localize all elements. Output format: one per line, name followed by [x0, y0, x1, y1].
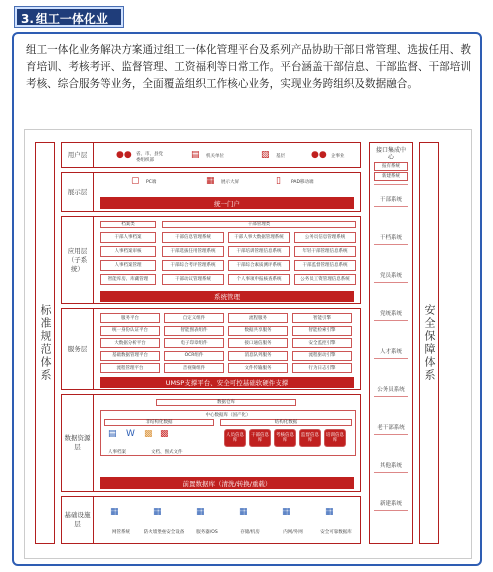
system-item: 党员系统 [374, 271, 408, 283]
infra-icon: ▦ [153, 507, 162, 517]
existing-systems-box: 报有系统 [374, 162, 408, 171]
app-cell: 公务员信息管理系统 [294, 232, 356, 243]
building-icon: ▤ [191, 150, 200, 160]
security-column [419, 142, 439, 544]
service-cell: OCR组件 [164, 351, 224, 361]
file-label-archive: 人事档案 [108, 450, 126, 455]
architecture-diagram [24, 129, 472, 559]
service-layer [61, 308, 361, 390]
people-icon: ●● [116, 150, 132, 160]
service-cell: 消息队列服务 [228, 351, 288, 361]
infra-icon: ▦ [325, 507, 334, 517]
database-icon: 考核信息库 [274, 429, 296, 447]
service-cell: 数据共享服务 [228, 326, 288, 336]
user-layer [61, 142, 361, 168]
system-item: 干档系统 [374, 233, 408, 245]
system-management-bar: 系统管理 [100, 291, 354, 302]
service-layer-label: 服务层 [62, 309, 94, 389]
user-layer-label: 用户层 [62, 143, 94, 167]
infra-icon: ▦ [110, 507, 119, 517]
user-item-2: 机关单位 [206, 154, 224, 159]
system-item: 新建系统 [374, 499, 408, 511]
system-item: 人才系统 [374, 347, 408, 359]
app-cell: 干部动议管理系统 [162, 274, 224, 285]
desk-icon: ▧ [261, 150, 270, 160]
center-database-label: 中心数据库（国产化） [205, 413, 251, 418]
database-icon: 人员信息库 [224, 429, 246, 447]
infra-item-label: 内网/外网 [283, 530, 303, 535]
pdf-icon: ▩ [144, 429, 153, 439]
app-cell: 干部培训管理信息系统 [228, 246, 290, 257]
app-cell: 个人事项申报核查系统 [228, 274, 290, 285]
service-cell: 服务平台 [100, 313, 160, 323]
database-icon: 监督信息库 [299, 429, 321, 447]
service-cell: 行为日志引擎 [292, 363, 352, 373]
security-label: 安全保障体系 [423, 304, 436, 382]
infra-item-label: 防火墙堡垒安全设备 [143, 530, 185, 535]
app-cell: 公务员工资管理信息系统 [294, 274, 356, 285]
service-cell: 基础数据管理平台 [100, 351, 160, 361]
display-item-pc: PC端 [146, 180, 157, 185]
service-cell: 统一身份认证平台 [100, 326, 160, 336]
user-item-4: 企事业 [331, 154, 345, 159]
app-cell: 人事档案审核 [100, 246, 156, 257]
infra-item-label: 网管系统 [112, 530, 130, 535]
infra-item-label: 存储/机房 [240, 530, 260, 535]
unified-portal-bar: 统一门户 [100, 197, 354, 209]
user-item-1: 省、市、县党委组织部 [136, 152, 163, 163]
display-item-pad: PAD移动端 [291, 180, 314, 185]
content-frame [12, 32, 482, 566]
umsp-support-bar: UMSP支撑平台、安全可控基础软硬件支撑 [100, 377, 354, 388]
infra-layer-label: 基础设施层 [62, 497, 94, 543]
app-cell: 年轻干部管理信息系统 [294, 246, 356, 257]
app-top-right: 干部管理类 [162, 221, 356, 228]
system-item: 老干部系统 [374, 423, 408, 435]
service-cell: 文件传输服务 [228, 363, 288, 373]
screen-icon: ▦ [206, 176, 215, 186]
infra-icon: ▦ [282, 507, 291, 517]
service-cell: 自定义组件 [164, 313, 224, 323]
unstructured-data: 非结构化数据 [104, 419, 214, 426]
service-cell: 流程管理平台 [100, 363, 160, 373]
app-cell: 干部人事大数据管理系统 [228, 232, 290, 243]
infra-icon: ▦ [239, 507, 248, 517]
service-cell: 流程服务 [228, 313, 288, 323]
folder-icon: ▤ [108, 429, 117, 439]
intro-paragraph: 组工一体化业务解决方案通过组工一体化管理平台及系列产品协助干部日常管理、选拔任用、教育培训、考核考评、监督管理、工资福利等日常工作。平台涵盖干部信息、干部监督、干部培训考核、综合服务等业务，全面覆盖组织工作核心业务，实现业务跨组织及数据融合。 [26, 44, 471, 90]
systems-column [369, 142, 413, 544]
display-layer [61, 172, 361, 212]
service-cell: 安全监控引擎 [292, 338, 352, 348]
section-title: 组工一体化业 [35, 12, 108, 26]
service-cell: 电子印章组件 [164, 338, 224, 348]
system-item: 党统系统 [374, 309, 408, 321]
system-item: 公务员系统 [374, 385, 408, 397]
tablet-icon: ▯ [276, 176, 281, 186]
app-cell: 人事档案管理 [100, 260, 156, 271]
interface-center-label: 接口集成中心 [375, 147, 406, 161]
service-cell: 智能图表组件 [164, 326, 224, 336]
service-cell: 流程驱动引擎 [292, 351, 352, 361]
interface-center [374, 145, 408, 185]
structured-data: 结构化数据 [220, 419, 352, 426]
data-layer-label: 数据资源层 [62, 395, 94, 491]
front-database-bar: 前置数据库（清洗/转换/重载） [100, 477, 354, 489]
infra-item-label: 安全可靠数据库 [320, 530, 352, 535]
infra-item-label: 服务器/OS [196, 530, 218, 535]
section-number: 3. [21, 12, 34, 26]
pc-icon: ▢ [131, 176, 140, 186]
ppt-icon: ▩ [160, 429, 169, 439]
standards-column [35, 142, 55, 544]
service-cell: 音视频组件 [164, 363, 224, 373]
standards-label: 标准规范体系 [39, 304, 52, 382]
display-layer-label: 展示层 [62, 173, 94, 211]
user-item-3: 基层 [276, 154, 285, 159]
display-item-screen: 展示大屏 [221, 180, 239, 185]
app-cell: 干部监督管理信息系统 [294, 260, 356, 271]
app-cell: 智能库房、库藏管理 [100, 274, 156, 285]
app-cell: 干部综合素质测评系统 [228, 260, 290, 271]
app-cell: 干部人事档案 [100, 232, 156, 243]
infra-layer [61, 496, 361, 544]
service-cell: 智能检索引擎 [292, 326, 352, 336]
infra-icon: ▦ [196, 507, 205, 517]
app-top-left: 档案类 [100, 221, 156, 228]
file-label-docs: 文档、图式文件 [151, 450, 183, 455]
data-warehouse: 数据仓库 [156, 399, 296, 406]
data-layer [61, 394, 361, 492]
app-layer-label: 应用层（子系统） [62, 217, 94, 303]
app-layer [61, 216, 361, 304]
system-item: 其他系统 [374, 461, 408, 473]
app-cell: 干部综合考评管理系统 [162, 260, 224, 271]
app-cell: 干部信息管理系统 [162, 232, 224, 243]
word-icon: W [126, 429, 135, 439]
meeting-icon: ●● [311, 150, 327, 160]
service-cell: 智能引擎 [292, 313, 352, 323]
database-icon: 培训信息库 [324, 429, 346, 447]
new-systems-box: 新建系统 [374, 172, 408, 181]
service-cell: 大数据分析平台 [100, 338, 160, 348]
system-item: 干部系统 [374, 195, 408, 207]
app-cell: 干部选拔任用管理系统 [162, 246, 224, 257]
section-tag [14, 6, 124, 28]
database-icon: 干部信息库 [249, 429, 271, 447]
service-cell: 接口通信服务 [228, 338, 288, 348]
